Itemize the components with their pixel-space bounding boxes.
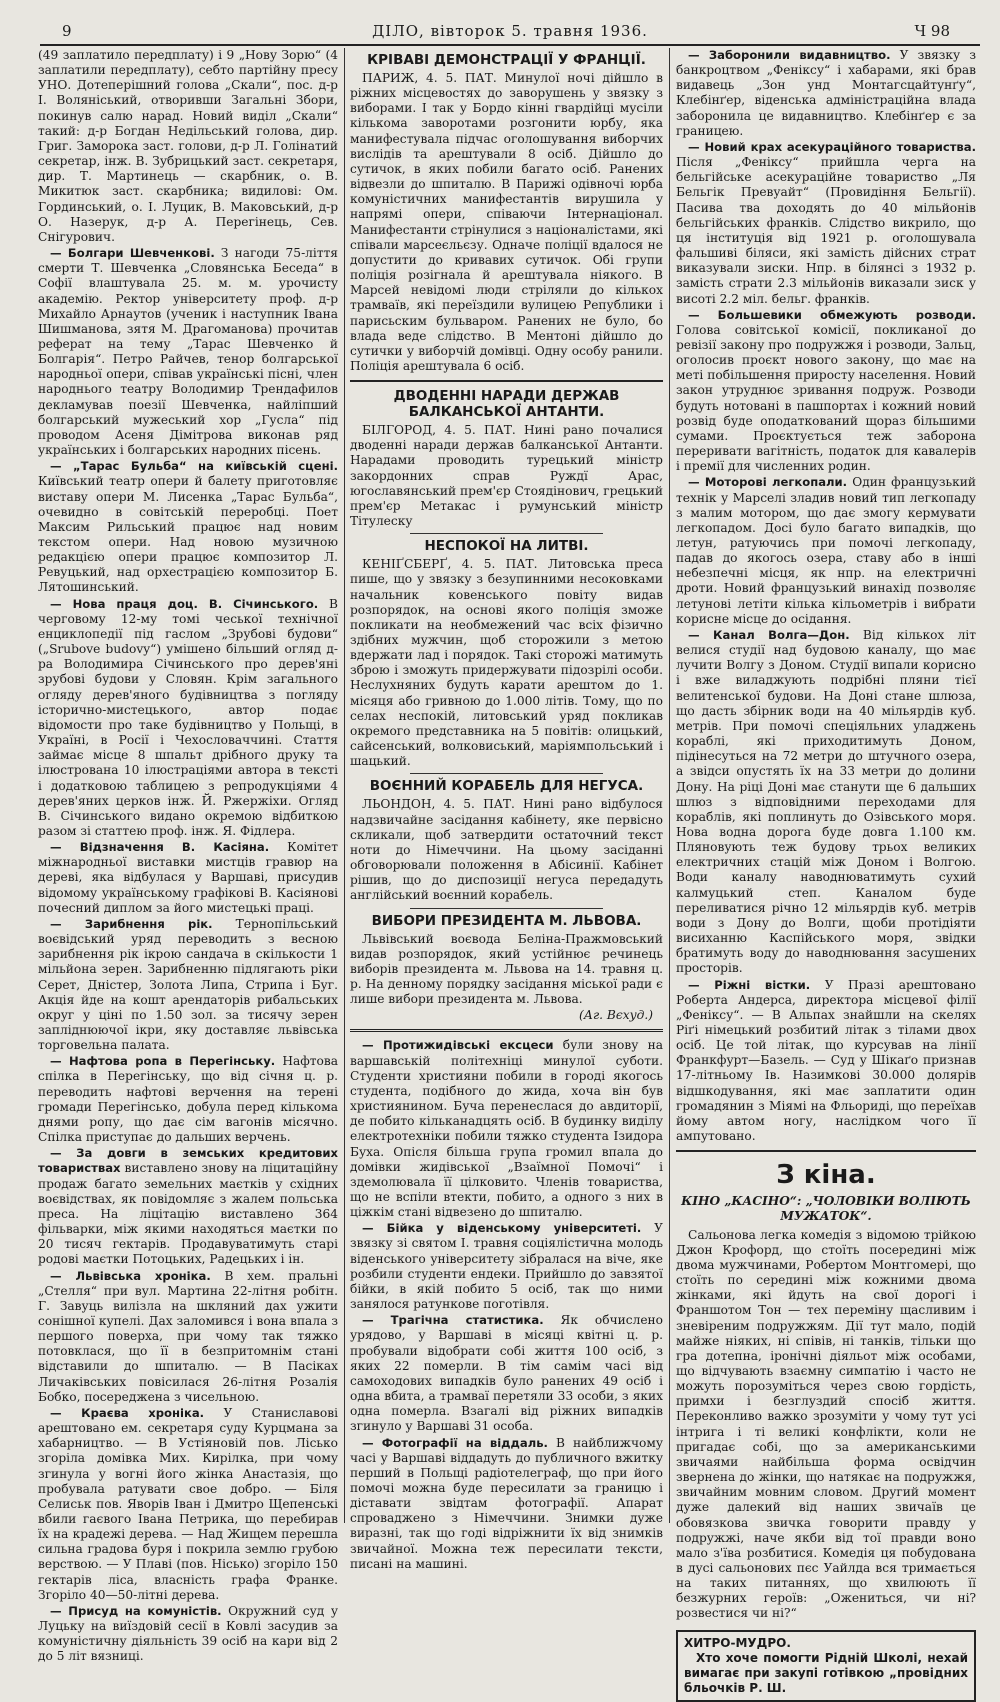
column-divider	[344, 48, 345, 1523]
newspaper-title-date: ДІЛО, вівторок 5. травня 1936.	[372, 22, 648, 40]
advice-box-text: Хто хоче помогти Рідній Школі, нехай вимагає при закупі готівкою „провідних бльочків Р. Ш.	[684, 1650, 968, 1695]
section-divider	[350, 1029, 663, 1032]
news-item	[350, 1436, 663, 1572]
news-item	[676, 978, 976, 1145]
news-item	[350, 1221, 663, 1312]
article-divider	[410, 773, 603, 774]
item-text: Як обчислено урядово, у Варшаві в місяці квітні ц. р. пробували відобрати собі життя 100 осіб, з яких 22 померли. В тім самім часі від самоходових випадків було ранених 49 осіб і одна вбита, а трамваї перетяли 33 особи, з яких одна померла. Взагалі від ріжних випадків згинуло у Варшаві 31 особа.	[350, 1313, 663, 1434]
cinema-review-heading: КІНО „КАСІНО“: „ЧОЛОВІКИ ВОЛІЮТЬ МУЖАТОК“.	[681, 1194, 971, 1224]
news-item	[676, 140, 976, 307]
column-divider	[669, 48, 670, 1523]
article-title: ВИБОРИ ПРЕЗИДЕНТА М. ЛЬВОВА.	[371, 912, 642, 929]
item-text: (49 заплатило передплату) і 9 „Нову Зорю“ (4 заплатили передплату), себто партійну пресу УНО. Дотеперішний голова „Скали“, пос. д-р І. Воляніський, отворивши Загальні Збори, покинув салю нарад. Новий виділ „Скали“ такий: д-р Богдан Недільський голова, дир. Григ. Заморока заст. голови, д-р Л. Голінатий секретар, інж. В. Зубрицький заст. секретаря, дир. Т. Мартинець — скарбник, о. В. Микитюк заст. скарбника; видилові: Ом. Гординський, о. І. Луцик, В. Маковський, д-р О. Назерук, д-р А. Перегінець, Сев. Снігурович.	[38, 48, 338, 244]
news-item	[38, 840, 338, 916]
page-corner-mark: 9	[62, 22, 72, 40]
item-text: Один французький технік у Марселі зладив новий тип легкопаду з малим мотором, що дає змогу кермувати легкопадом. Досі було багато випадків, що летун, ратуючись при помочі легкопаду, падав до якогось озера, ставу або в інші небезпечні місця, як нпр. на електричні дроти. Новий французький винахід позволяє летунові летіти кілька кільометрів і вибрати корисне місце до осідання.	[676, 475, 976, 626]
item-headline: — Ріжні вістки.	[688, 977, 811, 992]
article-divider	[350, 380, 663, 382]
item-headline: — Канал Волга—Дон.	[688, 627, 850, 642]
item-text: були знову на варшавській політехніці минулої суботи. Студенти християни побили в городі якогось студента, подібного до жида, хоча він був християнином. Буча перенеслася до авдиторії, де побито кільканадцять осіб. В будинку виділу електротехніки побили тяжко студента Ізидора Буха. Опісля більша група громил впала до домівки жидівської „Взаїмної Помочі“ і здемолювала її цілковито. Членів товариства, що не вспіли втекти, побито, а одного з них в ціжкім стані відвезено до шпиталю.	[350, 1038, 663, 1220]
item-headline: — Відзначення В. Касіяна.	[50, 840, 270, 855]
news-item	[350, 1038, 663, 1220]
article-body: Львівський воєвода Беліна-Пражмовський видав розпорядок, який устійнює речинець виборів президента м. Львова на 14. травня ц. р. На денному порядку засідання міської ради є лише вибори президента м. Львова.	[350, 931, 663, 1007]
item-headline: — Моторові легкопали.	[688, 475, 848, 490]
item-headline: — „Тарас Бульба“ на київській сцені.	[50, 459, 338, 474]
news-item	[38, 48, 338, 245]
item-headline: — Львівська хроніка.	[50, 1268, 211, 1283]
news-item	[38, 459, 338, 595]
cinema-section-title: З кіна.	[776, 1160, 876, 1191]
column-middle	[350, 48, 663, 1571]
item-text: В хем. пральні „Стелля“ при вул. Мартина 22-літня робітн. Г. Завуць вилізла на шкляний дах ужити сонішної купелі. Дах заломився і вона впала з першого поверха, при чому так тяжко потовклася, що її в безпритомнім стані відставили до шпиталю. — В Пасіках Личаківських повісилася 26-літня Розалія Бобко, посереджена з чисельною.	[38, 1268, 338, 1404]
news-item	[38, 1406, 338, 1603]
item-headline: — Заборонили видавництво.	[688, 48, 891, 62]
news-item	[38, 1054, 338, 1145]
masthead	[40, 22, 980, 46]
item-headline: — Нова праця доц. В. Січинського.	[50, 596, 319, 611]
item-text: Від кількох літ велися студії над будовою каналу, що має лучити Волгу з Доном. Студії випали корисно і вже виладжують подрібні пляни тієї велитенської будови. На Доні стане шлюза, що дасть збірник води на 40 мільярдів куб. метрів. При помочі спеціяльних уладжень кораблі, які приходитимуть Доном, підінесуться на 72 метри до штучного озера, а звідси опустять їх на 33 метри до долини Дону. На ріці Доні має станути ще 6 дальших шлюз з відповідними переходами для кораблів, які поплинуть до Озівського моря. Нова водна дорога буде довга 1.100 км. Пляновують теж будову трьох великих електричних стацій між Доном і Волгою. Води каналу наводнюватимуть сухий калмуцький степ. Каналом буде переливатися річно 12 мільярдів куб. метрів води з Дону до Волги, щоби протідіяти висиханню Каспійського моря, звідки братимуть воду до наводнювання засушених просторів.	[676, 627, 976, 976]
cinema-review-body: Сальонова легка комедія з відомою трійкою Джон Крофорд, що стоїть посередині між двома мужчинами, Робертом Монтгомері, що стоїть по середині між кожними двома жінками, які йдуть на свої дорогі і Франшотом Тон — тех переміну щасливим і зневіреним подружжям. Дії тут мало, подій майже ніяких, ні співів, ні танків, тільки що гра дотепна, іронічні діяльот між особами, що відчувають взаємну симпатію і часто не можуть порозуміться через свою гордість, примхи і безглуздий спосіб життя. Переконливо важко зрозуміти у чому тут усі інтрига і ті великі конфлікти, коли не пригадає собі, що за американськими звичаями найбільша форма освідчин звернена до жінки, що натякає на подружжя, звичайним мовним словом. Другий момент дуже далекий від наших звичаїв це обовязкова звичка говорити правду у подружжі, наче якби від тої правди воно мало з'їва розбитися. Комедія ця побудована в дусі сальонових пєс Уайлда вся тримається на таких питаннях, що хвилюють її безжурних героїв: „Ожениться, чи ні? розвестися чи ні?“	[676, 1227, 976, 1621]
news-item	[676, 308, 976, 475]
column-right	[676, 48, 976, 1695]
item-headline: — Зарибнення рік.	[50, 916, 213, 931]
item-headline: — Трагічна статистика.	[362, 1313, 544, 1328]
article-body: ЛЬОНДОН, 4. 5. ПАТ. Нині рано відбулося надзвичайне засідання кабінету, яке первісно скликали, щоб затвердити остаточний текст ноти до Німеччини. На цьому засіданні обговорювали положення в Абісинії. Кабінет рішив, що до диспозиції негуса передадуть англійський воєнний корабель.	[350, 797, 663, 903]
item-text: У звязку зі святом І. травня соціялістична молодь віденського університету зібралася на віче, яке розбили студенти ендеки. Прийшло до завзятої бійки, в якій побито 5 осіб, так що ними занялося ратункове поготівля.	[350, 1221, 663, 1312]
article-title: НЕСПОКОЇ НА ЛИТВІ.	[424, 538, 589, 555]
news-item	[38, 246, 338, 458]
item-headline: — Фотографії на віддаль.	[362, 1435, 548, 1450]
column-left	[38, 48, 338, 1664]
item-headline: — Краєва хроніка.	[50, 1405, 205, 1420]
item-headline: — Присуд на комуністів.	[50, 1603, 222, 1618]
article-signature: (Аг. Вєхуд.)	[579, 1008, 653, 1023]
news-item	[676, 48, 976, 139]
news-item	[350, 1313, 663, 1434]
item-text: У Празі арештовано Роберта Андерса, директора місцевої філії „Феніксу“. — В Альпах знайшли на скелях Ріґі німецький розбитий літак з тілами двох осіб. Це той літак, що курсував на лінії Франкфурт—Базель. — Суд у Шікаґо признав 17-літньому Ів. Назимкові 30.000 долярів відшкодування, які має заплатити один громадянин з Міямі на Фльориді, що переїхав йому автом ногу, наслідком чого її ампутовано.	[676, 977, 976, 1144]
item-text: Київський театр опери й балету приготовляє виставу опери М. Лисенка „Тарас Бульба“, очевидно в совітській переробці. Поет Максим Рильський працює над новим текстом опери. Над новою музичною редакцією опери працює композитор Л. Ревуцький, над орхестрацією композитор Б. Лятошинський.	[38, 474, 338, 595]
item-text: Голова совітської комісії, покликаної до ревізії закону про подружжя і розводи, Зальц, оголосив проєкт нового закону, що має на меті побільшення приросту населення. Новий закон утруднює зривання подруж. Розводи будуть нотовані в пашпортах і кожний новий розвід буде оподаткований щораз більшими сумами. Проєктується теж заборона переривати вагітність, податок для кавалерів і премії для численних родин.	[676, 322, 976, 474]
news-item	[38, 917, 338, 1053]
item-headline: — Большевики обмежують розводи.	[688, 307, 976, 322]
news-item	[676, 628, 976, 977]
item-headline: — Нафтова ропа в Перегінську.	[50, 1054, 276, 1069]
item-headline: — Новий крах асекураційного товариства.	[688, 139, 976, 154]
section-divider	[676, 1150, 976, 1152]
item-text: В черговому 12-му томі чеської технічної енциклопедії під гаслом „Зрубові будови“ („Srubove budovy“) умішено більший огляд д-ра Володимира Січинського про дерев'яні зрубові будови у Словян. Крім загального огляду дерев'яного будівництва з погляду історично-мистецького, автор подає відомости про таке будівництво у Польщі, в Україні, в Росії і Чехословаччині. Стаття займає місце 8 шпальт дрібного друку та ілюстрована 10 ілюстраціями автора в тексті і додатковою таблицею з репродукціями 4 дерев'яних церков інж. Й. Ржержіхи. Огляд В. Січинського видано окремою відбиткою разом зі статтею проф. інж. Я. Фідлера.	[38, 596, 338, 838]
item-text: В найближчому часі у Варшаві віддадуть до публичного вжитку перший в Польщі радіотелеграф, що при його помочі можна буде пересилати за границю і діставати звідтам фотографії. Апарат спроваджено з Німеччини. Знимки дуже виразні, так що годі відріжнити їх від знимків звичайної. Можна теж пересилати тексти, писані на машині.	[350, 1435, 663, 1571]
article-title: КРІВАВІ ДЕМОНСТРАЦІЇ У ФРАНЦІЇ.	[367, 52, 646, 68]
advice-box-title: ХИТРО-МУДРО.	[684, 1635, 791, 1650]
article-title: ВОЄННИЙ КОРАБЕЛЬ ДЛЯ НЕГУСА.	[369, 778, 644, 795]
news-item	[38, 1146, 338, 1267]
item-text: Після „Феніксу“ прийшла черга на бельгійське асекураційне товариство „Ля Бельгік Превуайт“ (Провидіння Бельгії). Пасива тва доходять до 40 мільйонів бельгійських франків. Слідство викрило, що ця інституція від 1921 р. оголошувала фальшиві біляси, які замість дійсних страт виказували зиски. Нпр. в білянсі з 1932 р. замість страти 2.3 мільйонів виказали зиск у висоті 2.2 міл. бельг. франків.	[676, 155, 976, 306]
item-text: Комітет міжнародньої виставки мистців гравюр на дереві, яка відбулася у Варшаві, присудив відомому українському графікові В. Касіянові почесний диплом за його мистецькі праці.	[38, 840, 338, 915]
item-text: З нагоди 75-ліття смерти Т. Шевченка „Словянська Беседа“ в Софії влаштувала 25. м. м. урочисту академію. Ректор університету проф. д-р Михайло Арнаутов (ученик і наступник Івана Шишманова, зятя М. Драгоманова) прочитав реферат на тему „Тарас Шевченко й Болгарія“. Петро Райчев, тенор болгарської народньої опери, співав українські пісні, член народнього театру Володимир Трендафилов декламував поезії Шевченка, найліпший болгарський мужеський хор „Гусла“ під проводом Асеня Дімітрова виконав ряд українських і болгарських народних пісень.	[38, 246, 338, 458]
article-title: ДВОДЕННІ НАРАДИ ДЕРЖАВ БАЛКАНСЬКОЇ АНТАНТИ.	[393, 388, 620, 421]
news-item	[38, 1269, 338, 1405]
article-body: ПАРИЖ, 4. 5. ПАТ. Минулої ночі дійшло в ріжних місцевостях до заворушень у звязку з виборами. І так у Бордо кінні гвардійці мусіли кількома заворотами розгонити юрбу, яка манифестувала підчас оголошування виборчих вислідів та арештували 8 осіб. Дійшло до сутичок, в яких побили багато осіб. Ранених відвезли до шпиталю. В Парижі одівночі юрба комуністичних манифестантів вирушила у напрямі опери, співаючи Інтернаціонал. Манифестанти стрінулися з націоналістами, які співали марсеєльєзу. Одначе поліції вдалося не допустити до кривавих сутичок. Обі групи поліція розігнала й арештувала ніякого. В Марсей невідомі люди стріляли до кількох трамваїв, які переїздили вулицею Републики і парисьским бульваром. Ранених не було, бо влада веде слідство. В Ментоні дійшло до сутички у виборчій домівці. Одну особу ранили. Поліція арештувала 6 осіб.	[350, 71, 663, 373]
news-item	[38, 597, 338, 840]
item-text: У звязку з банкроцтвом „Феніксу“ і хабарами, які брав видавець „Зон унд Монтагсцайтунґу“, Клебінґер, віденська адміністраційна влада заборонила це видавництво. Клебінґер є за границею.	[676, 48, 976, 138]
issue-number: Ч 98	[914, 22, 950, 40]
article-body: БІЛГОРОД, 4. 5. ПАТ. Нині рано почалися дводенні наради держав балканської Антанти. Нарадами проводить турецький міністр закордонних справ Руждї Арас, югославянський прем'єр Стоядінович, грецький прем'єр Метакас і румунський міністр Тітулеску	[350, 423, 663, 529]
news-item	[676, 475, 976, 627]
article-divider	[410, 908, 603, 909]
news-item	[38, 1604, 338, 1665]
item-headline: — За довги в земських кредитових товариствах	[38, 1146, 338, 1176]
item-text: У Станиславові арештовано ем. секретаря суду Курцмана за хабарництво. — В Устіяновій пов. Лісько згоріла домівка Мих. Кирілка, при чому згинула у вогні його жінка Анастазія, що пробувала ратувати свое добро. — Біля Селиськ пов. Яворів Іван і Дмитро Щепенські вбили гаєвого Івана Петрика, що перебирав їх на крадежі дерева. — Над Жищем перешла сильна градова буря і покрила землю грубою верствою. — У Плаві (пов. Нісько) згоріло 150 гектарів ліса, власність графа Франке. Згоріло 40—50-літні дерева.	[38, 1405, 338, 1602]
item-headline: — Протижидівські ексцеси	[362, 1038, 554, 1053]
item-text: виставлено знову на ліцитаційну продаж багато земельних маєтків у східних воєвідствах, як повідомляє з жалем польська преса. На ліцітацію виставлено 364 фільварки, між якими находяться маєтки по 20 тисяч гектарів. Продавуватимуть старі родові маєтки Потоцьких, Радецьких і ін.	[38, 1161, 338, 1267]
item-text: Окружний суд у Луцьку на виїздовій сесії в Ковлі засудив за комуністичну діяльність 39 осіб на кари від 2 до 5 літ вязниці.	[38, 1603, 338, 1664]
item-text: Нафтова спілка в Перегінську, що від січня ц. р. переводить нафтові верчення на терені громади Перегінсько, добула перед кількома днями ропу, що дає сім вагонів місячно. Спілка приступає до дальших верчень.	[38, 1054, 338, 1145]
article-divider	[410, 533, 603, 534]
article-body: КЕНІҐСБЕРҐ, 4. 5. ПАТ. Литовська преса пише, що у звязку з безупинними несоковками начальник ковенського повіту видав розпорядок, на основі якого поліція зможе покликати на необмежений час всіх фізично здібних мужчин, щоб сторожили з метою вдержати лад і порядок. Такі сторожі матимуть зброю і зможуть придержувати підозрілі особи. Неслухняних будуть карати арештом до 1. місяця або гривною до 1.000 літів. Тому, що по селах неспокій, литовський уряд покликав окремого представника на 5 повітів: олицький, сайсенський, волковиський, маріямпольський і шацький.	[350, 557, 663, 769]
item-headline: — Бійка у віденському університеті.	[362, 1221, 642, 1236]
item-headline: — Болгари Шевченкові.	[50, 246, 215, 261]
item-text: Тернопільський воєвідський уряд переводить з весною зарибнення рік ікрою сандача в скількости 1 мільйона зерен. Зарибненню підлягають ріки Серет, Дністер, Золота Липа, Стрипа і Буг. Акція йде на кошт арендаторів рибальських округ у ціні по 1.50 зол. за тисячу зерен запліднюючої ікри, яку доставляє львівська торговельна палата.	[38, 916, 338, 1053]
advice-box	[676, 1630, 976, 1702]
